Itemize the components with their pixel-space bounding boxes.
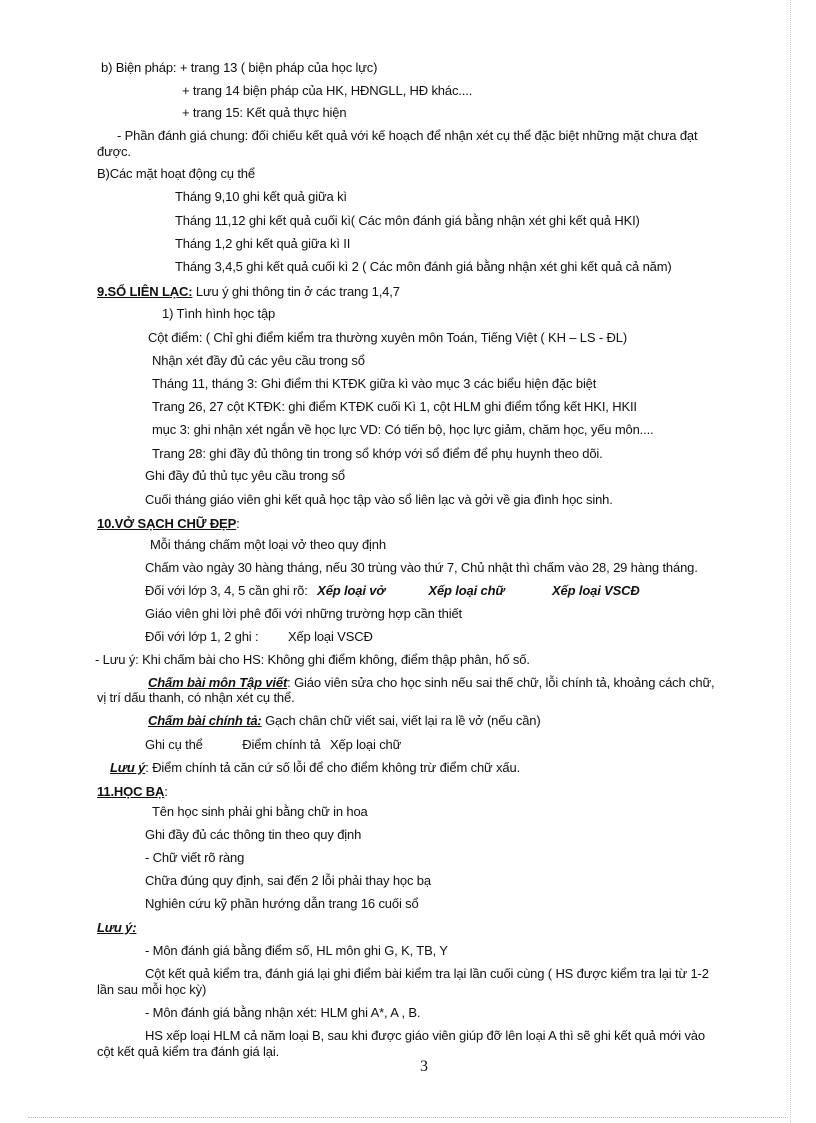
text-line: Cột kết quả kiểm tra, đánh giá lại ghi điểm bài kiểm tra lại lần cuối cùng ( HS được kiểm tra lại từ 1-2 <box>145 966 709 981</box>
subsection-text: : Giáo viên sửa cho học sinh nếu sai thế chữ, lỗi chính tả, khoảng cách chữ, <box>287 675 715 690</box>
text-line: B)Các mặt hoạt động cụ thể <box>97 166 255 181</box>
text-line <box>148 675 715 691</box>
heading-colon: : <box>236 516 240 531</box>
heading-label: 9.SỔ LIÊN LẠC: <box>97 284 193 299</box>
heading-colon: : <box>164 784 168 799</box>
text-line: b) Biện pháp: + trang 13 ( biện pháp của học lực) <box>101 60 378 75</box>
text-line: + trang 14 biện pháp của HK, HĐNGLL, HĐ khác.... <box>182 83 473 98</box>
text-line: lần sau mỗi học kỳ) <box>97 982 207 997</box>
text-line <box>145 629 373 645</box>
subsection-label: Chấm bài chính tả: <box>148 713 262 728</box>
text-line: cột kết quả kiểm tra đánh giá lại. <box>97 1044 280 1059</box>
heading-label: 10.VỞ SẠCH CHỮ ĐẸP <box>97 516 237 531</box>
note-rating: Xếp loại chữ <box>329 737 402 752</box>
text-line <box>148 713 541 729</box>
heading-label: 11.HỌC BẠ <box>97 784 165 799</box>
text-line: Ghi đầy đủ các thông tin theo quy định <box>145 827 362 842</box>
section-heading-11 <box>97 784 168 800</box>
text-line <box>145 737 401 753</box>
rating-handwriting: Xếp loại chữ <box>428 583 505 598</box>
subsection-text: Gạch chân chữ viết sai, viết lại ra lề vở (nếu cần) <box>265 713 541 728</box>
text-line: 1) Tình hình học tập <box>162 306 276 321</box>
rating-vscd: Xếp loại VSCĐ <box>287 629 373 644</box>
text-line: Tháng 3,4,5 ghi kết quả cuối kì 2 ( Các môn đánh giá bằng nhận xét ghi kết quả cả năm) <box>175 259 672 274</box>
text-line: Mỗi tháng chấm một loại vở theo quy định <box>150 537 386 552</box>
text-line: HS xếp loại HLM cả năm loại B, sau khi được giáo viên giúp đỡ lên loại A thì sẽ ghi kết quả mới vào <box>145 1028 705 1043</box>
section-heading-9 <box>97 284 400 300</box>
text-line: Tên học sinh phải ghi bằng chữ in hoa <box>152 804 368 819</box>
text-line: Cuối tháng giáo viên ghi kết quả học tập vào sổ liên lạc và gởi về gia đình học sinh. <box>145 492 613 507</box>
text-line: - Phần đánh giá chung: đối chiếu kết quả với kế hoạch để nhận xét cụ thể đặc biệt những mặt chưa đạt <box>117 128 698 143</box>
text-line: Nhận xét đầy đủ các yêu cầu trong sổ <box>152 353 365 368</box>
text-line <box>110 760 520 776</box>
page-right-border <box>790 0 791 1123</box>
note-label: Ghi cụ thể <box>145 737 203 752</box>
note-heading-label: Lưu ý: <box>97 920 137 935</box>
note-heading: Lưu ý <box>110 760 146 775</box>
text-line: Giáo viên ghi lời phê đối với những trường hợp cần thiết <box>145 606 463 621</box>
text-line: Chữa đúng quy định, sai đến 2 lỗi phải thay học bạ <box>145 873 431 888</box>
note-heading <box>97 920 136 936</box>
text-line: Tháng 9,10 ghi kết quả giữa kì <box>175 189 347 204</box>
text-line: Trang 26, 27 cột KTĐK: ghi điểm KTĐK cuối Kì 1, cột HLM ghi điểm tổng kết HKI, HKII <box>152 399 637 414</box>
text-line: Tháng 11,12 ghi kết quả cuối kì( Các môn đánh giá bằng nhận xét ghi kết quả HKI) <box>175 213 640 228</box>
text-line: Trang 28: ghi đầy đủ thông tin trong sổ khớp với sổ điểm để phụ huynh theo dõi. <box>152 446 603 461</box>
text-line: Chấm vào ngày 30 hàng tháng, nếu 30 trùng vào thứ 7, Chủ nhật thì chấm vào 28, 29 hàng tháng. <box>145 560 698 575</box>
grade-intro: Đối với lớp 1, 2 ghi : <box>145 629 259 644</box>
text-line: + trang 15: Kết quả thực hiện <box>182 105 347 120</box>
text-line: Tháng 1,2 ghi kết quả giữa kì II <box>175 236 351 251</box>
text-line: - Chữ viết rõ ràng <box>145 850 245 865</box>
page-number: 3 <box>420 1058 428 1075</box>
text-line: - Môn đánh giá bằng nhận xét: HLM ghi A*, A , B. <box>145 1005 421 1020</box>
text-line: Cột điểm: ( Chỉ ghi điểm kiểm tra thường xuyên môn Toán, Tiếng Việt ( KH – LS - ĐL) <box>148 330 628 345</box>
rating-notebook: Xếp loại vở <box>317 583 385 598</box>
page-bottom-border <box>28 1117 788 1118</box>
text-line: vị trí dấu thanh, có nhận xét cụ thể. <box>97 690 295 705</box>
note-score: Điểm chính tả <box>242 737 321 752</box>
text-line: Ghi đầy đủ thủ tục yêu cầu trong sổ <box>145 468 345 483</box>
heading-note: Lưu ý ghi thông tin ở các trang 1,4,7 <box>195 284 400 299</box>
text-line: Tháng 11, tháng 3: Ghi điểm thi KTĐK giữa kì vào mục 3 các biểu hiện đặc biệt <box>152 376 597 391</box>
ratings-intro: Đối với lớp 3, 4, 5 cần ghi rõ: <box>145 583 308 598</box>
text-line: mục 3: ghi nhận xét ngắn về học lực VD: Có tiến bộ, học lực giảm, chăm học, yếu môn.... <box>152 422 654 437</box>
section-heading-10 <box>97 516 240 532</box>
text-line: - Lưu ý: Khi chấm bài cho HS: Không ghi điểm không, điểm thập phân, hố số. <box>95 652 530 667</box>
text-line: Nghiên cứu kỹ phần hướng dẫn trang 16 cuối sổ <box>145 896 419 911</box>
note-text: : Điểm chính tả căn cứ số lỗi để cho điểm không trừ điểm chữ xấu. <box>145 760 521 775</box>
rating-vscd: Xếp loại VSCĐ <box>552 583 640 598</box>
text-line: được. <box>97 144 131 159</box>
text-line-ratings <box>145 583 640 599</box>
text-line: - Môn đánh giá bằng điểm số, HL môn ghi G, K, TB, Y <box>145 943 448 958</box>
subsection-label: Chấm bài môn Tập viết <box>148 675 288 690</box>
